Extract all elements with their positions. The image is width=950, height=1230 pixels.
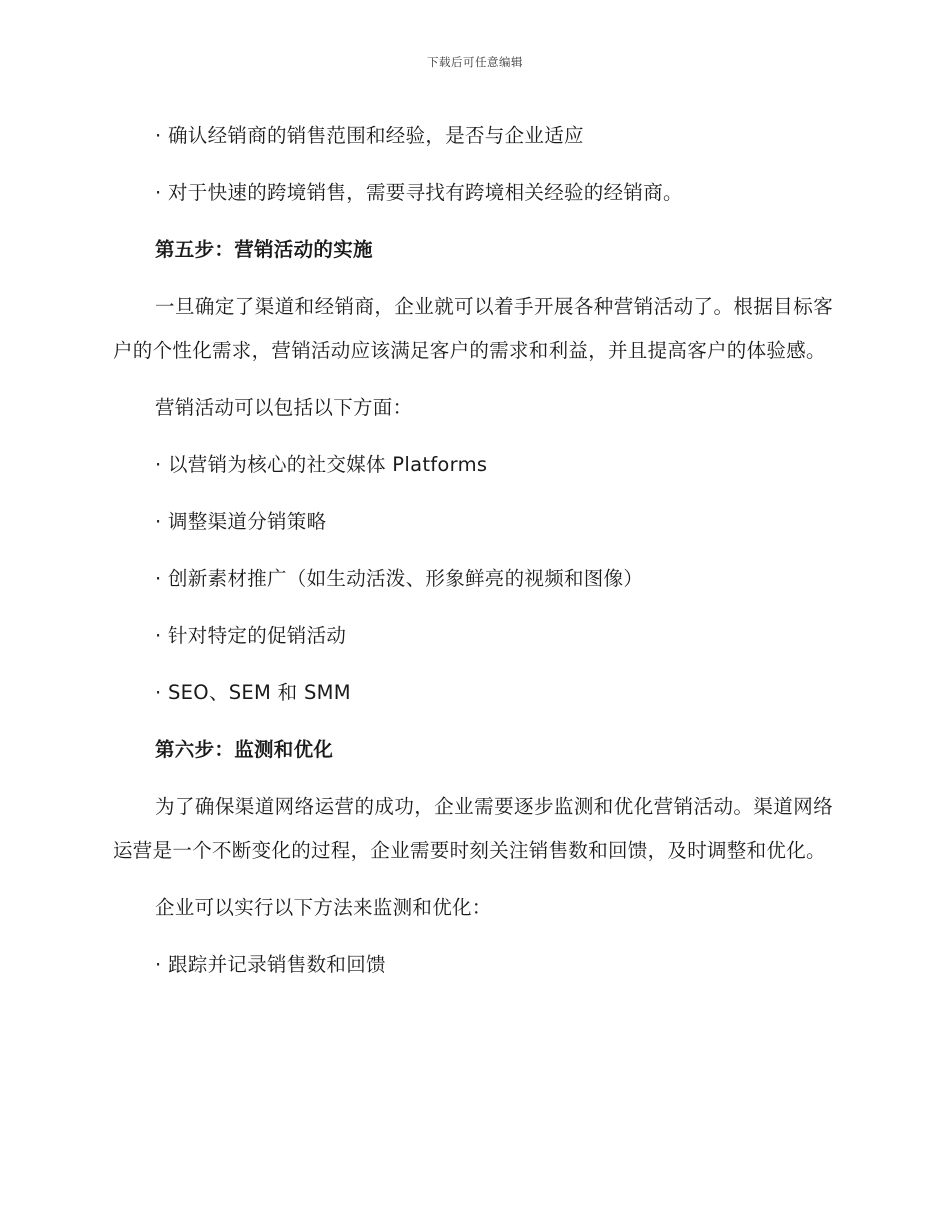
step6-intro: 企业可以实行以下方法来监测和优化：	[155, 896, 492, 919]
step6-heading: 第六步：监测和优化	[155, 738, 334, 761]
bullet-item: · 创新素材推广（如生动活泼、形象鲜亮的视频和图像）	[155, 567, 644, 590]
bullet-item: · 确认经销商的销售范围和经验，是否与企业适应	[155, 124, 584, 147]
bullet-item: · 针对特定的促销活动	[155, 624, 347, 647]
step5-intro: 营销活动可以包括以下方面：	[155, 396, 413, 419]
bullet-item: · 对于快速的跨境销售，需要寻找有跨境相关经验的经销商。	[155, 181, 683, 204]
page-header: 下载后可任意编辑	[427, 55, 523, 69]
step5-heading: 第五步：营销活动的实施	[155, 238, 373, 261]
bullet-item: · 调整渠道分销策略	[155, 510, 327, 533]
bullet-item: · 以营销为核心的社交媒体 Platforms	[155, 453, 488, 476]
document-body	[113, 114, 833, 1000]
bullet-item: · SEO、SEM 和 SMM	[155, 681, 351, 704]
step5-paragraph: 一旦确定了渠道和经销商，企业就可以着手开展各种营销活动了。根据目标客户的个性化需求，营销活动应该满足客户的需求和利益，并且提高客户的体验感。	[113, 295, 833, 362]
bullet-item: · 跟踪并记录销售数和回馈	[155, 953, 386, 976]
step6-paragraph: 为了确保渠道网络运营的成功，企业需要逐步监测和优化营销活动。渠道网络运营是一个不断变化的过程，企业需要时刻关注销售数和回馈，及时调整和优化。	[113, 795, 833, 862]
